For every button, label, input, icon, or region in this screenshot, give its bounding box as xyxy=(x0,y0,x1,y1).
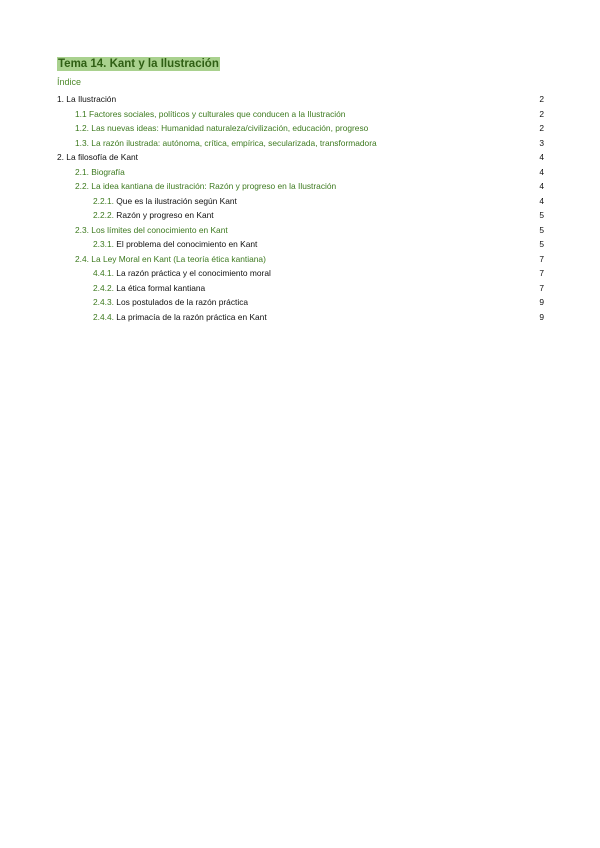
toc-entry-2-3[interactable] xyxy=(57,223,544,238)
toc-entry-label: Razón y progreso en Kant xyxy=(116,210,214,220)
toc-entry-label: 1.3. La razón ilustrada: autónoma, crítica, empírica, secularizada, transformadora xyxy=(75,137,377,148)
toc-entry-label: Los postulados de la razón práctica xyxy=(116,297,249,307)
toc-entry-label: La primacía de la razón práctica en Kant xyxy=(116,311,267,322)
toc-entry-label: 1. La Ilustración xyxy=(57,94,117,104)
toc-entry-4-4-1[interactable] xyxy=(57,266,544,281)
toc-entry-page: 7 xyxy=(539,268,544,278)
toc-entry-number: 2.2.2. xyxy=(93,210,114,220)
toc-entry-label: La razón práctica y el conocimiento moral xyxy=(116,268,271,278)
toc-entry-page: 7 xyxy=(539,282,544,293)
toc-entry-page: 9 xyxy=(539,311,544,322)
toc-entry-1[interactable] xyxy=(57,92,544,107)
toc-entry-2-4[interactable] xyxy=(57,252,544,267)
toc-entry-2-2-1[interactable] xyxy=(57,194,544,209)
toc-entry-number: 2.4.2. xyxy=(93,282,114,293)
toc-entry-page: 4 xyxy=(539,181,544,191)
toc-entry-page: 5 xyxy=(539,239,544,249)
toc-entry-page: 9 xyxy=(539,297,544,307)
table-of-contents xyxy=(57,92,544,324)
toc-entry-label: 2.1. Biografía xyxy=(75,166,125,177)
toc-entry-1-3[interactable] xyxy=(57,136,544,151)
toc-entry-1-2[interactable] xyxy=(57,121,544,136)
toc-entry-page: 5 xyxy=(539,224,544,235)
toc-entry-2-2[interactable] xyxy=(57,179,544,194)
toc-entry-number: 2.4.3. xyxy=(93,297,114,307)
toc-entry-2-4-4[interactable] xyxy=(57,310,544,325)
toc-entry-page: 2 xyxy=(539,108,544,119)
toc-entry-page: 4 xyxy=(539,166,544,177)
document-title: Tema 14. Kant y la Ilustración xyxy=(58,58,219,70)
toc-entry-2[interactable] xyxy=(57,150,544,165)
toc-entry-page: 3 xyxy=(539,137,544,148)
toc-entry-label: 2. La filosofía de Kant xyxy=(57,152,139,162)
toc-entry-number: 2.2.1. xyxy=(93,195,114,206)
toc-entry-page: 5 xyxy=(539,210,544,220)
toc-entry-2-2-2[interactable] xyxy=(57,208,544,223)
toc-entry-2-4-2[interactable] xyxy=(57,281,544,296)
toc-entry-label: El problema del conocimiento en Kant xyxy=(116,239,258,249)
toc-entry-page: 2 xyxy=(539,94,544,104)
toc-entry-label: 1.1 Factores sociales, políticos y culturales que conducen a la Ilustración xyxy=(75,108,346,119)
toc-entry-2-3-1[interactable] xyxy=(57,237,544,252)
toc-entry-label: 2.2. La idea kantiana de ilustración: Razón y progreso en la Ilustración xyxy=(75,181,337,191)
toc-entry-label: 1.2. Las nuevas ideas: Humanidad naturaleza/civilización, educación, progreso xyxy=(75,123,369,133)
toc-entry-label: La ética formal kantiana xyxy=(116,282,206,293)
toc-entry-number: 4.4.1. xyxy=(93,268,114,278)
toc-entry-page: 4 xyxy=(539,195,544,206)
toc-entry-label: 2.3. Los límites del conocimiento en Kant xyxy=(75,224,228,235)
toc-entry-page: 7 xyxy=(539,253,544,264)
toc-entry-page: 4 xyxy=(539,152,544,162)
toc-entry-page: 2 xyxy=(539,123,544,133)
toc-entry-2-1[interactable] xyxy=(57,165,544,180)
index-heading: Índice xyxy=(57,77,82,87)
toc-entry-label: Que es la ilustración según Kant xyxy=(116,195,237,206)
toc-entry-number: 2.4.4. xyxy=(93,311,114,322)
toc-entry-label: 2.4. La Ley Moral en Kant (La teoría ética kantiana) xyxy=(75,253,266,264)
toc-entry-number: 2.3.1. xyxy=(93,239,114,249)
toc-entry-2-4-3[interactable] xyxy=(57,295,544,310)
toc-entry-1-1[interactable] xyxy=(57,107,544,122)
